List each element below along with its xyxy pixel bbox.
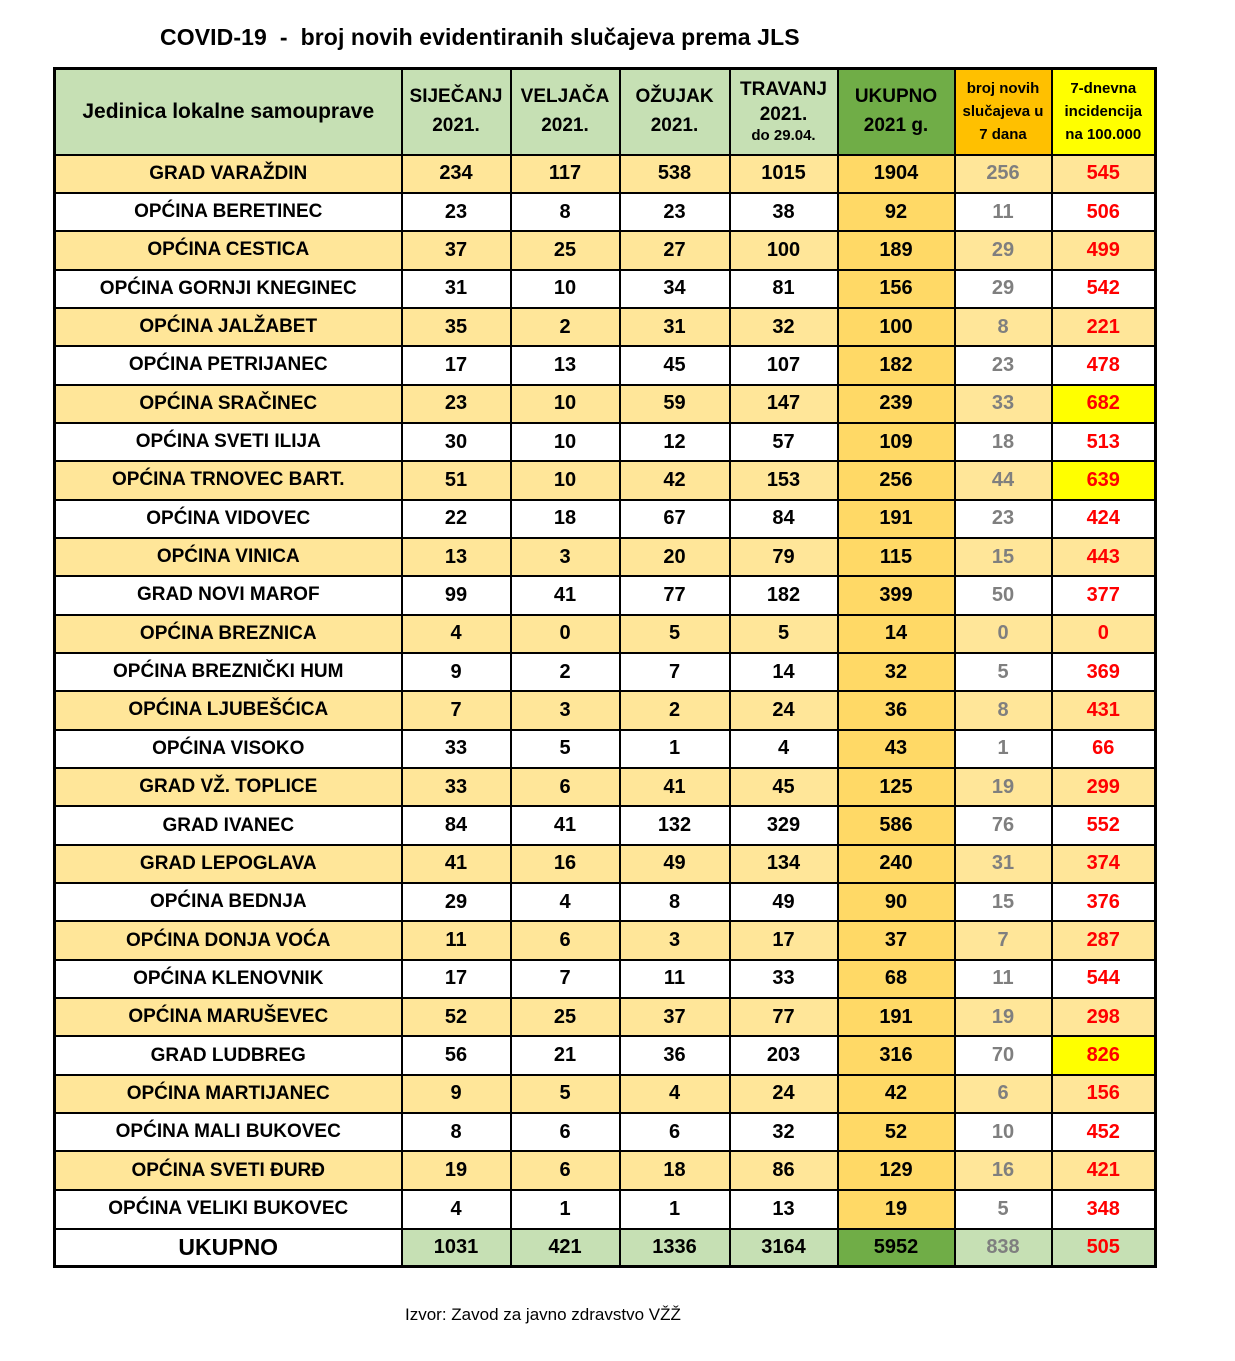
table-row xyxy=(55,1113,1156,1151)
header-april-note: do 29.04. xyxy=(751,127,816,145)
april-cases: 14 xyxy=(730,653,838,691)
new-cases-7-days: 29 xyxy=(955,270,1052,308)
incidence-7-day: 0 xyxy=(1052,615,1156,653)
incidence-7-day: 513 xyxy=(1052,423,1156,461)
january-cases: 41 xyxy=(402,845,511,883)
new-cases-7-days: 16 xyxy=(955,1151,1052,1189)
table-row xyxy=(55,1036,1156,1074)
february-cases: 41 xyxy=(511,576,620,614)
new-cases-7-days: 8 xyxy=(955,308,1052,346)
march-cases: 5 xyxy=(620,615,730,653)
header-total xyxy=(838,69,955,155)
february-cases: 10 xyxy=(511,385,620,423)
march-cases: 1 xyxy=(620,1190,730,1229)
incidence-7-day: 431 xyxy=(1052,691,1156,729)
april-cases: 57 xyxy=(730,423,838,461)
march-cases: 12 xyxy=(620,423,730,461)
incidence-7-day: 298 xyxy=(1052,998,1156,1036)
january-cases: 234 xyxy=(402,155,511,193)
table-row xyxy=(55,883,1156,921)
february-cases: 21 xyxy=(511,1036,620,1074)
total-cases: 37 xyxy=(838,921,955,959)
new-cases-7-days: 76 xyxy=(955,806,1052,844)
january-cases: 56 xyxy=(402,1036,511,1074)
incidence-7-day: 542 xyxy=(1052,270,1156,308)
february-cases: 2 xyxy=(511,308,620,346)
municipality-name: OPĆINA MARUŠEVEC xyxy=(55,998,402,1036)
total-cases: 14 xyxy=(838,615,955,653)
table-row xyxy=(55,1075,1156,1113)
february-cases: 25 xyxy=(511,231,620,269)
incidence-7-day: 443 xyxy=(1052,538,1156,576)
municipality-name: GRAD NOVI MAROF xyxy=(55,576,402,614)
january-cases: 51 xyxy=(402,461,511,499)
january-cases: 29 xyxy=(402,883,511,921)
municipality-name: OPĆINA VELIKI BUKOVEC xyxy=(55,1190,402,1229)
municipality-name: GRAD IVANEC xyxy=(55,806,402,844)
february-cases: 13 xyxy=(511,346,620,384)
municipality-name: OPĆINA SVETI ILIJA xyxy=(55,423,402,461)
new-cases-7-days: 8 xyxy=(955,691,1052,729)
april-cases: 24 xyxy=(730,1075,838,1113)
totals-march: 1336 xyxy=(620,1229,730,1267)
april-cases: 84 xyxy=(730,500,838,538)
march-cases: 34 xyxy=(620,270,730,308)
january-cases: 8 xyxy=(402,1113,511,1151)
incidence-7-day: 826 xyxy=(1052,1036,1156,1074)
incidence-7-day: 421 xyxy=(1052,1151,1156,1189)
total-cases: 182 xyxy=(838,346,955,384)
february-cases: 18 xyxy=(511,500,620,538)
new-cases-7-days: 7 xyxy=(955,921,1052,959)
new-cases-7-days: 70 xyxy=(955,1036,1052,1074)
april-cases: 79 xyxy=(730,538,838,576)
incidence-7-day: 66 xyxy=(1052,730,1156,768)
incidence-7-day: 545 xyxy=(1052,155,1156,193)
april-cases: 33 xyxy=(730,960,838,998)
municipality-name: OPĆINA VIDOVEC xyxy=(55,500,402,538)
february-cases: 7 xyxy=(511,960,620,998)
april-cases: 24 xyxy=(730,691,838,729)
municipality-name: OPĆINA SVETI ĐURĐ xyxy=(55,1151,402,1189)
march-cases: 27 xyxy=(620,231,730,269)
new-cases-7-days: 10 xyxy=(955,1113,1052,1151)
total-cases: 42 xyxy=(838,1075,955,1113)
january-cases: 7 xyxy=(402,691,511,729)
february-cases: 3 xyxy=(511,538,620,576)
april-cases: 32 xyxy=(730,308,838,346)
table-row xyxy=(55,845,1156,883)
table-row xyxy=(55,231,1156,269)
header-march xyxy=(620,69,730,155)
april-cases: 107 xyxy=(730,346,838,384)
table-row xyxy=(55,806,1156,844)
february-cases: 25 xyxy=(511,998,620,1036)
new-cases-7-days: 29 xyxy=(955,231,1052,269)
totals-april: 3164 xyxy=(730,1229,838,1267)
totals-incidence: 505 xyxy=(1052,1229,1156,1267)
january-cases: 23 xyxy=(402,385,511,423)
table-row xyxy=(55,500,1156,538)
header-total-label: UKUPNO xyxy=(854,86,938,108)
table-row xyxy=(55,1151,1156,1189)
total-cases: 399 xyxy=(838,576,955,614)
april-cases: 45 xyxy=(730,768,838,806)
table-body xyxy=(55,155,1156,1229)
april-cases: 134 xyxy=(730,845,838,883)
march-cases: 37 xyxy=(620,998,730,1036)
april-cases: 77 xyxy=(730,998,838,1036)
march-cases: 20 xyxy=(620,538,730,576)
january-cases: 23 xyxy=(402,193,511,231)
municipality-name: OPĆINA MARTIJANEC xyxy=(55,1075,402,1113)
table-header-row xyxy=(55,69,1156,155)
february-cases: 6 xyxy=(511,1113,620,1151)
incidence-7-day: 682 xyxy=(1052,385,1156,423)
municipality-name: OPĆINA VISOKO xyxy=(55,730,402,768)
header-april-year: 2021. xyxy=(759,103,808,125)
february-cases: 117 xyxy=(511,155,620,193)
incidence-7-day: 221 xyxy=(1052,308,1156,346)
january-cases: 84 xyxy=(402,806,511,844)
table-row xyxy=(55,691,1156,729)
incidence-7-day: 377 xyxy=(1052,576,1156,614)
municipality-name: GRAD VŽ. TOPLICE xyxy=(55,768,402,806)
february-cases: 16 xyxy=(511,845,620,883)
march-cases: 31 xyxy=(620,308,730,346)
incidence-7-day: 369 xyxy=(1052,653,1156,691)
new-cases-7-days: 23 xyxy=(955,346,1052,384)
incidence-7-day: 499 xyxy=(1052,231,1156,269)
municipality-name: GRAD LUDBREG xyxy=(55,1036,402,1074)
totals-new7: 838 xyxy=(955,1229,1052,1267)
january-cases: 4 xyxy=(402,1190,511,1229)
header-7-day-incidence xyxy=(1052,69,1156,155)
january-cases: 9 xyxy=(402,1075,511,1113)
table-row xyxy=(55,308,1156,346)
january-cases: 11 xyxy=(402,921,511,959)
january-cases: 52 xyxy=(402,998,511,1036)
april-cases: 86 xyxy=(730,1151,838,1189)
total-cases: 109 xyxy=(838,423,955,461)
new-cases-7-days: 15 xyxy=(955,538,1052,576)
february-cases: 6 xyxy=(511,1151,620,1189)
municipality-name: OPĆINA BEDNJA xyxy=(55,883,402,921)
header-march-year: 2021. xyxy=(650,114,699,136)
april-cases: 147 xyxy=(730,385,838,423)
march-cases: 59 xyxy=(620,385,730,423)
march-cases: 8 xyxy=(620,883,730,921)
january-cases: 33 xyxy=(402,730,511,768)
header-new7-line1: broj novih xyxy=(966,79,1040,97)
incidence-7-day: 156 xyxy=(1052,1075,1156,1113)
header-march-month: OŽUJAK xyxy=(635,86,714,108)
header-january-month: SIJEČANJ xyxy=(409,86,503,108)
municipality-name: OPĆINA BREZNICA xyxy=(55,615,402,653)
header-inc-line1: 7-dnevna xyxy=(1070,79,1137,97)
header-january-year: 2021. xyxy=(432,114,480,136)
municipality-name: OPĆINA DONJA VOĆA xyxy=(55,921,402,959)
january-cases: 33 xyxy=(402,768,511,806)
march-cases: 132 xyxy=(620,806,730,844)
january-cases: 99 xyxy=(402,576,511,614)
new-cases-7-days: 44 xyxy=(955,461,1052,499)
new-cases-7-days: 0 xyxy=(955,615,1052,653)
municipality-name: OPĆINA BREZNIČKI HUM xyxy=(55,653,402,691)
table-row xyxy=(55,768,1156,806)
table-row xyxy=(55,155,1156,193)
february-cases: 5 xyxy=(511,1075,620,1113)
municipality-name: OPĆINA GORNJI KNEGINEC xyxy=(55,270,402,308)
january-cases: 37 xyxy=(402,231,511,269)
total-cases: 256 xyxy=(838,461,955,499)
header-february-month: VELJAČA xyxy=(520,86,610,108)
total-cases: 115 xyxy=(838,538,955,576)
march-cases: 6 xyxy=(620,1113,730,1151)
table-row xyxy=(55,960,1156,998)
january-cases: 19 xyxy=(402,1151,511,1189)
february-cases: 8 xyxy=(511,193,620,231)
january-cases: 31 xyxy=(402,270,511,308)
new-cases-7-days: 5 xyxy=(955,1190,1052,1229)
table-row xyxy=(55,921,1156,959)
april-cases: 100 xyxy=(730,231,838,269)
incidence-7-day: 544 xyxy=(1052,960,1156,998)
january-cases: 13 xyxy=(402,538,511,576)
totals-row xyxy=(55,1229,1156,1267)
total-cases: 189 xyxy=(838,231,955,269)
table-row xyxy=(55,653,1156,691)
april-cases: 17 xyxy=(730,921,838,959)
table-row xyxy=(55,538,1156,576)
new-cases-7-days: 18 xyxy=(955,423,1052,461)
april-cases: 81 xyxy=(730,270,838,308)
march-cases: 49 xyxy=(620,845,730,883)
total-cases: 52 xyxy=(838,1113,955,1151)
totals-january: 1031 xyxy=(402,1229,511,1267)
total-cases: 1904 xyxy=(838,155,955,193)
table-row xyxy=(55,193,1156,231)
march-cases: 1 xyxy=(620,730,730,768)
march-cases: 77 xyxy=(620,576,730,614)
april-cases: 32 xyxy=(730,1113,838,1151)
incidence-7-day: 376 xyxy=(1052,883,1156,921)
total-cases: 316 xyxy=(838,1036,955,1074)
march-cases: 538 xyxy=(620,155,730,193)
total-cases: 19 xyxy=(838,1190,955,1229)
april-cases: 38 xyxy=(730,193,838,231)
header-municipality: Jedinica lokalne samouprave xyxy=(55,69,402,155)
incidence-7-day: 506 xyxy=(1052,193,1156,231)
march-cases: 67 xyxy=(620,500,730,538)
february-cases: 10 xyxy=(511,423,620,461)
header-january xyxy=(402,69,511,155)
total-cases: 586 xyxy=(838,806,955,844)
source-note: Izvor: Zavod za javno zdravstvo VŽŽ xyxy=(405,1305,681,1324)
table-row xyxy=(55,270,1156,308)
header-new7-line2: slučajeva u xyxy=(962,103,1044,121)
incidence-7-day: 552 xyxy=(1052,806,1156,844)
page-title: COVID-19 - broj novih evidentiranih slučajeva prema JLS xyxy=(160,24,800,50)
incidence-7-day: 424 xyxy=(1052,500,1156,538)
january-cases: 17 xyxy=(402,346,511,384)
february-cases: 4 xyxy=(511,883,620,921)
march-cases: 4 xyxy=(620,1075,730,1113)
april-cases: 4 xyxy=(730,730,838,768)
total-cases: 191 xyxy=(838,500,955,538)
municipality-name: GRAD LEPOGLAVA xyxy=(55,845,402,883)
march-cases: 7 xyxy=(620,653,730,691)
new-cases-7-days: 11 xyxy=(955,960,1052,998)
april-cases: 5 xyxy=(730,615,838,653)
january-cases: 30 xyxy=(402,423,511,461)
march-cases: 36 xyxy=(620,1036,730,1074)
total-cases: 239 xyxy=(838,385,955,423)
municipality-name: OPĆINA MALI BUKOVEC xyxy=(55,1113,402,1151)
april-cases: 329 xyxy=(730,806,838,844)
february-cases: 5 xyxy=(511,730,620,768)
february-cases: 0 xyxy=(511,615,620,653)
new-cases-7-days: 5 xyxy=(955,653,1052,691)
february-cases: 1 xyxy=(511,1190,620,1229)
table-row xyxy=(55,730,1156,768)
header-february xyxy=(511,69,620,155)
table-row xyxy=(55,346,1156,384)
total-cases: 68 xyxy=(838,960,955,998)
total-cases: 36 xyxy=(838,691,955,729)
header-total-year: 2021 g. xyxy=(863,114,929,136)
incidence-7-day: 452 xyxy=(1052,1113,1156,1151)
incidence-7-day: 639 xyxy=(1052,461,1156,499)
table-row xyxy=(55,1190,1156,1229)
header-april xyxy=(730,69,838,155)
march-cases: 18 xyxy=(620,1151,730,1189)
table-row xyxy=(55,998,1156,1036)
total-cases: 191 xyxy=(838,998,955,1036)
total-cases: 43 xyxy=(838,730,955,768)
total-cases: 129 xyxy=(838,1151,955,1189)
incidence-7-day: 299 xyxy=(1052,768,1156,806)
municipality-name: OPĆINA VINICA xyxy=(55,538,402,576)
new-cases-7-days: 256 xyxy=(955,155,1052,193)
march-cases: 3 xyxy=(620,921,730,959)
february-cases: 6 xyxy=(511,921,620,959)
january-cases: 9 xyxy=(402,653,511,691)
new-cases-7-days: 19 xyxy=(955,998,1052,1036)
february-cases: 41 xyxy=(511,806,620,844)
table-row xyxy=(55,615,1156,653)
header-inc-line3: na 100.000 xyxy=(1065,126,1142,144)
february-cases: 3 xyxy=(511,691,620,729)
february-cases: 10 xyxy=(511,461,620,499)
municipality-name: OPĆINA CESTICA xyxy=(55,231,402,269)
january-cases: 35 xyxy=(402,308,511,346)
february-cases: 2 xyxy=(511,653,620,691)
february-cases: 6 xyxy=(511,768,620,806)
total-cases: 100 xyxy=(838,308,955,346)
covid-cases-table xyxy=(53,67,1157,1268)
march-cases: 41 xyxy=(620,768,730,806)
table-row xyxy=(55,423,1156,461)
totals-total: 5952 xyxy=(838,1229,955,1267)
total-cases: 156 xyxy=(838,270,955,308)
april-cases: 49 xyxy=(730,883,838,921)
total-cases: 92 xyxy=(838,193,955,231)
table-row xyxy=(55,576,1156,614)
march-cases: 42 xyxy=(620,461,730,499)
municipality-name: OPĆINA PETRIJANEC xyxy=(55,346,402,384)
march-cases: 2 xyxy=(620,691,730,729)
municipality-name: OPĆINA SRAČINEC xyxy=(55,385,402,423)
new-cases-7-days: 19 xyxy=(955,768,1052,806)
municipality-name: OPĆINA TRNOVEC BART. xyxy=(55,461,402,499)
municipality-name: OPĆINA KLENOVNIK xyxy=(55,960,402,998)
total-cases: 32 xyxy=(838,653,955,691)
header-inc-line2: incidencija xyxy=(1064,103,1143,121)
header-new-cases-7-days xyxy=(955,69,1052,155)
municipality-name: OPĆINA JALŽABET xyxy=(55,308,402,346)
january-cases: 4 xyxy=(402,615,511,653)
incidence-7-day: 478 xyxy=(1052,346,1156,384)
january-cases: 22 xyxy=(402,500,511,538)
new-cases-7-days: 1 xyxy=(955,730,1052,768)
incidence-7-day: 374 xyxy=(1052,845,1156,883)
header-new7-line3: 7 dana xyxy=(979,126,1027,144)
municipality-name: GRAD VARAŽDIN xyxy=(55,155,402,193)
incidence-7-day: 287 xyxy=(1052,921,1156,959)
new-cases-7-days: 6 xyxy=(955,1075,1052,1113)
march-cases: 23 xyxy=(620,193,730,231)
march-cases: 45 xyxy=(620,346,730,384)
totals-label: UKUPNO xyxy=(55,1229,402,1267)
april-cases: 1015 xyxy=(730,155,838,193)
new-cases-7-days: 11 xyxy=(955,193,1052,231)
table-row xyxy=(55,461,1156,499)
april-cases: 153 xyxy=(730,461,838,499)
new-cases-7-days: 15 xyxy=(955,883,1052,921)
new-cases-7-days: 23 xyxy=(955,500,1052,538)
municipality-name: OPĆINA BERETINEC xyxy=(55,193,402,231)
municipality-name: OPĆINA LJUBEŠĆICA xyxy=(55,691,402,729)
april-cases: 182 xyxy=(730,576,838,614)
march-cases: 11 xyxy=(620,960,730,998)
new-cases-7-days: 50 xyxy=(955,576,1052,614)
total-cases: 125 xyxy=(838,768,955,806)
header-february-year: 2021. xyxy=(541,114,589,136)
incidence-7-day: 348 xyxy=(1052,1190,1156,1229)
header-april-month: TRAVANJ xyxy=(740,79,827,101)
totals-february: 421 xyxy=(511,1229,620,1267)
february-cases: 10 xyxy=(511,270,620,308)
table-row xyxy=(55,385,1156,423)
april-cases: 13 xyxy=(730,1190,838,1229)
total-cases: 240 xyxy=(838,845,955,883)
new-cases-7-days: 33 xyxy=(955,385,1052,423)
january-cases: 17 xyxy=(402,960,511,998)
total-cases: 90 xyxy=(838,883,955,921)
april-cases: 203 xyxy=(730,1036,838,1074)
new-cases-7-days: 31 xyxy=(955,845,1052,883)
